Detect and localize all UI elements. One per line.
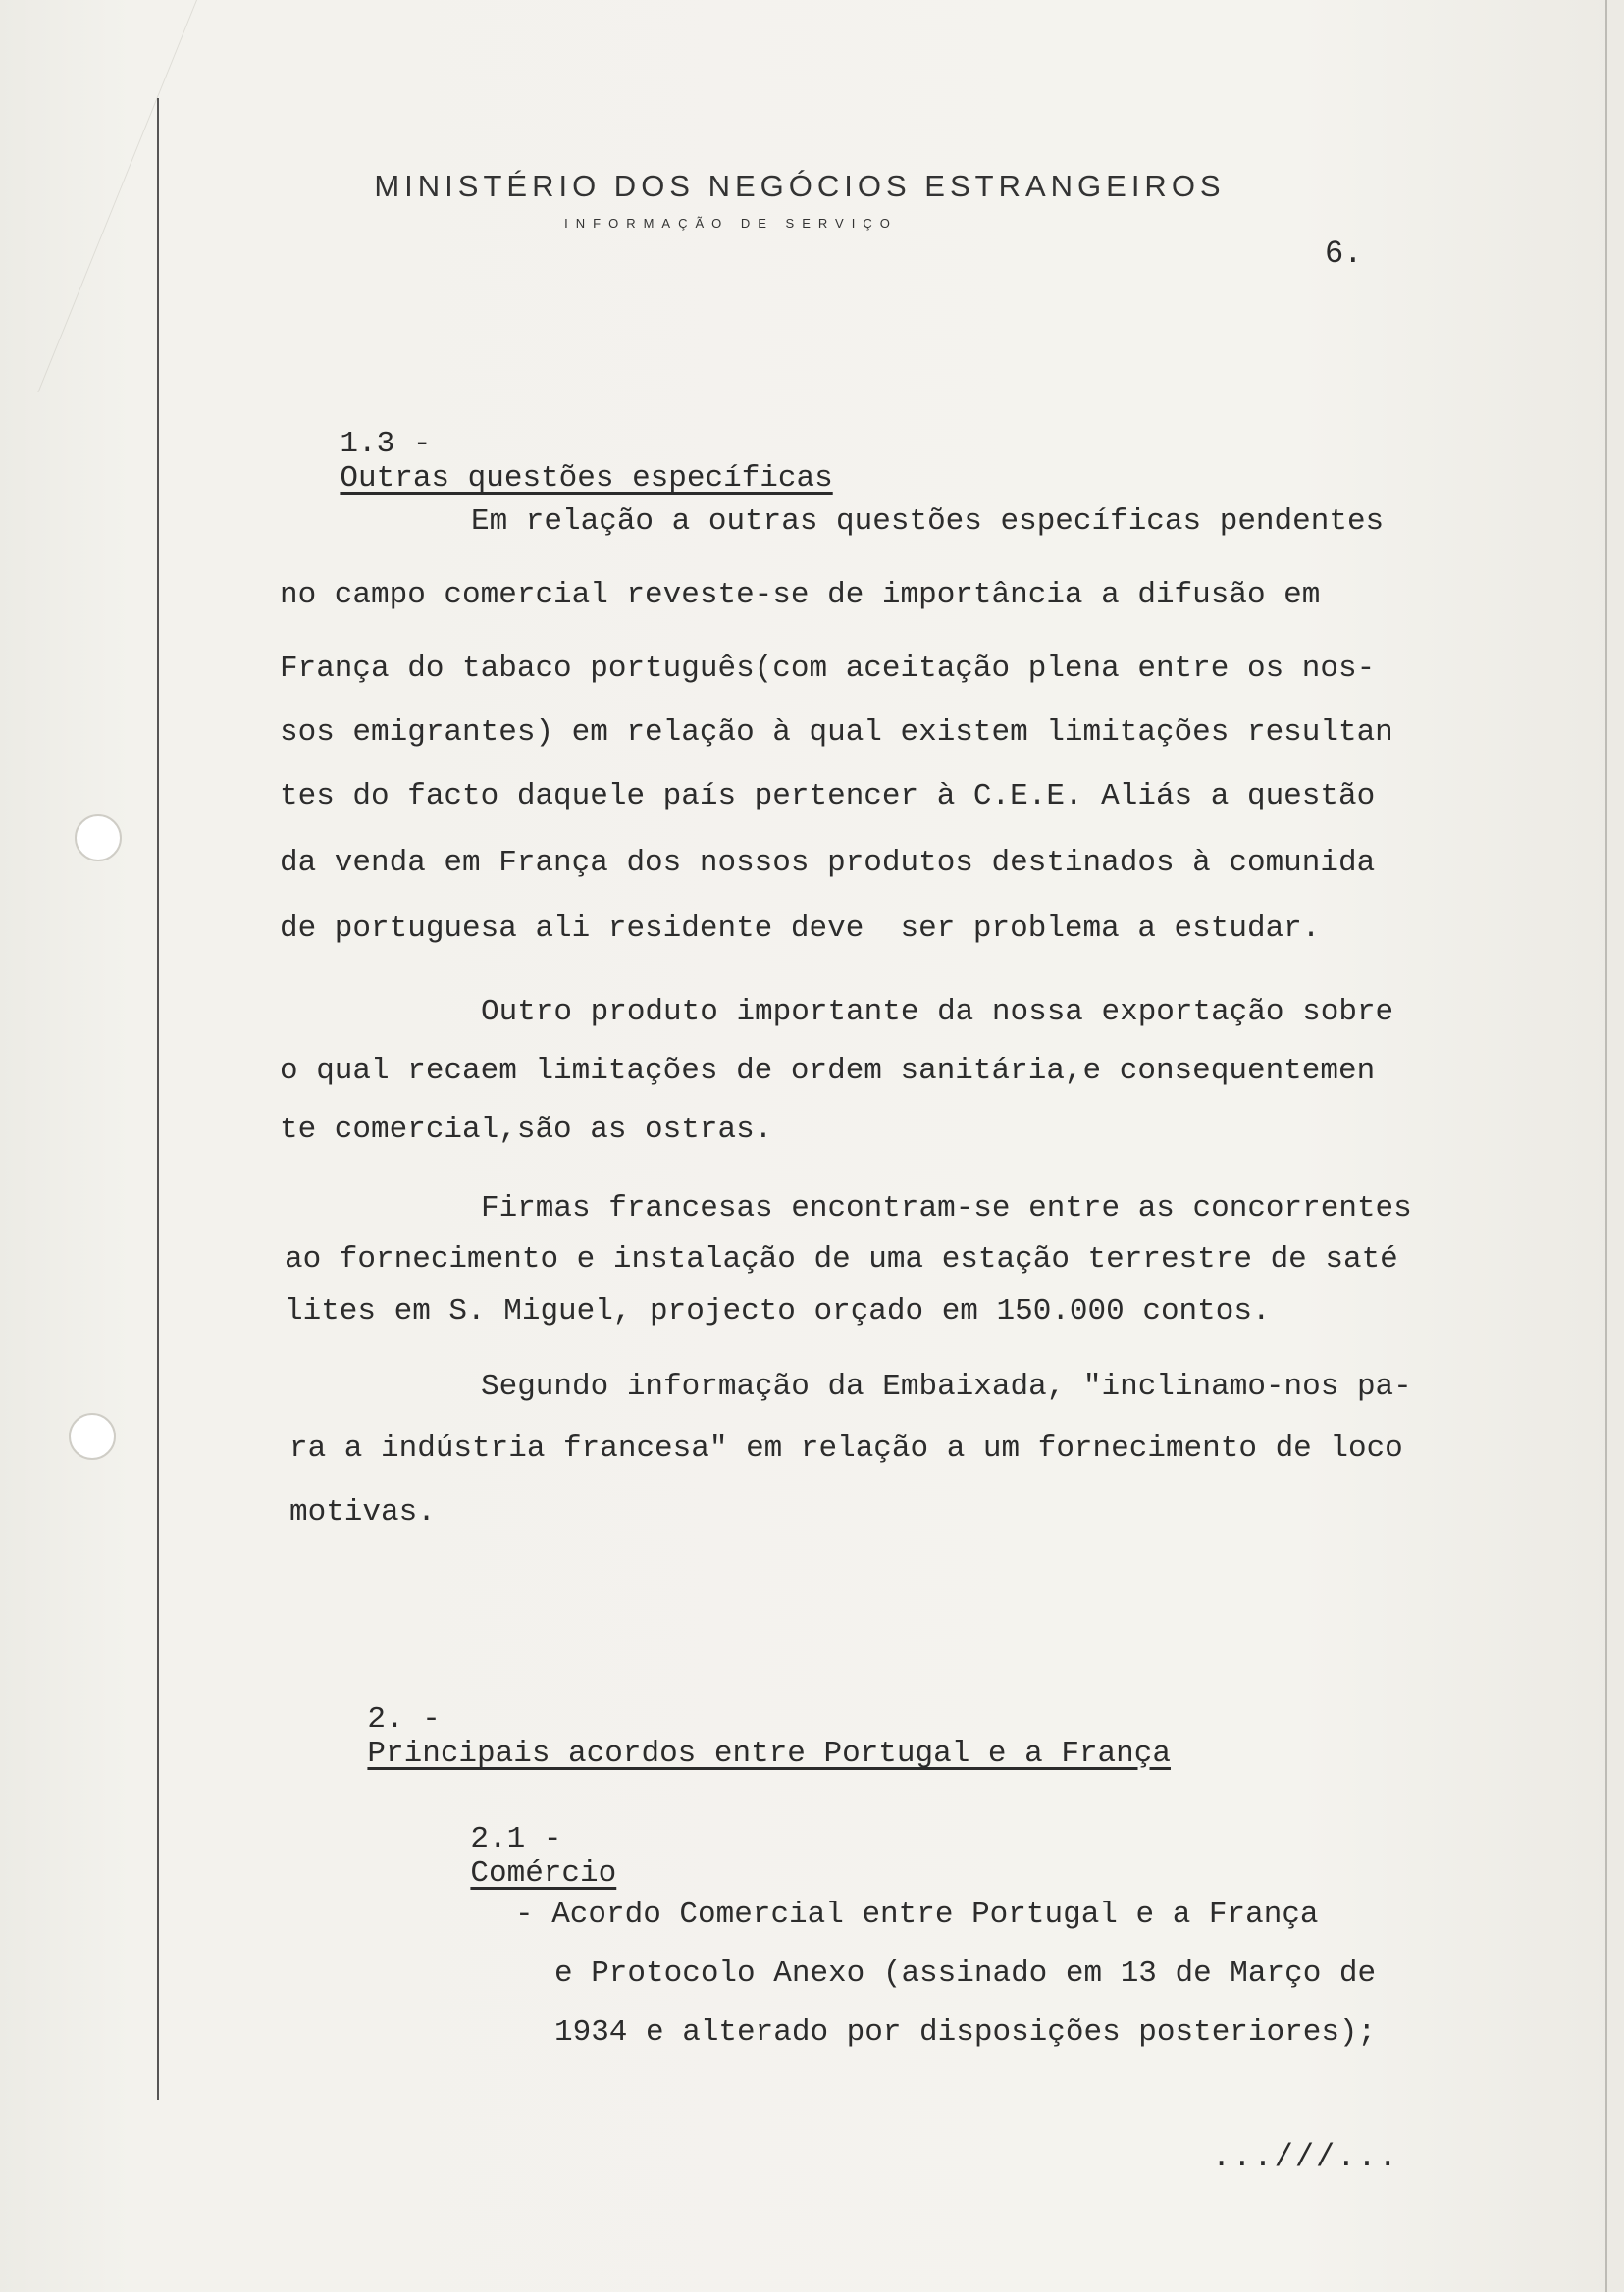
punch-hole-bottom	[69, 1413, 116, 1460]
section-1-3-title: Outras questões específicas	[340, 461, 833, 495]
section-2-number: 2. -	[367, 1702, 441, 1737]
punch-hole-top	[75, 814, 122, 861]
paragraph-3-line: ao fornecimento e instalação de uma estação terrestre de saté	[285, 1242, 1398, 1276]
paragraph-4-line: motivas.	[289, 1495, 436, 1530]
continuation-mark: ...///...	[1212, 2139, 1399, 2175]
paragraph-1-line: de portuguesa ali residente deve ser problema a estudar.	[280, 912, 1321, 946]
paragraph-2-line: o qual recaem limitações de ordem sanitária,e consequentemen	[280, 1054, 1376, 1088]
section-2-1-title: Comércio	[470, 1856, 617, 1891]
agreement-item-line: e Protocolo Anexo (assinado em 13 de Março de	[554, 1956, 1377, 1991]
paragraph-3-line: lites em S. Miguel, projecto orçado em 150.000 contos.	[285, 1294, 1271, 1328]
paragraph-2-line: te comercial,são as ostras.	[280, 1113, 773, 1147]
section-1-3-number: 1.3 -	[340, 427, 432, 461]
section-2-1-number: 2.1 -	[470, 1822, 562, 1856]
section-2-heading	[294, 1668, 1171, 1805]
paragraph-1-line: tes do facto daquele país pertencer à C.E.E. Aliás a questão	[280, 779, 1376, 813]
ministry-title: MINISTÉRIO DOS NEGÓCIOS ESTRANGEIROS	[374, 169, 1226, 203]
section-2-title: Principais acordos entre Portugal e a França	[367, 1737, 1171, 1771]
paragraph-3-line: Firmas francesas encontram-se entre as concorrentes	[481, 1191, 1412, 1225]
page-number: 6.	[1325, 235, 1363, 272]
paragraph-1-line: da venda em França dos nossos produtos destinados à comunida	[280, 846, 1376, 880]
right-page-edge	[1605, 0, 1607, 2292]
paragraph-1-line: no campo comercial reveste-se de importância a difusão em	[280, 578, 1321, 612]
paragraph-1-line: Em relação a outras questões específicas pendentes	[471, 504, 1385, 539]
paper-fold-shadow	[0, 0, 197, 392]
paragraph-2-line: Outro produto importante da nossa exportação sobre	[481, 995, 1394, 1029]
agreement-item-line: 1934 e alterado por disposições posteriores);	[554, 2015, 1377, 2050]
paragraph-4-line: ra a indústria francesa" em relação a um fornecimento de loco	[289, 1432, 1403, 1466]
agreement-item-line: - Acordo Comercial entre Portugal e a França	[515, 1898, 1319, 1932]
service-subtitle: INFORMAÇÃO DE SERVIÇO	[564, 216, 898, 231]
paragraph-1-line: França do tabaco português(com aceitação plena entre os nos-	[280, 651, 1376, 686]
paragraph-4-line: Segundo informação da Embaixada, "inclinamo-nos pa-	[481, 1370, 1412, 1404]
letterhead	[374, 169, 1290, 231]
left-margin-rule	[157, 98, 159, 2100]
paragraph-1-line: sos emigrantes) em relação à qual existem limitações resultan	[280, 715, 1393, 750]
